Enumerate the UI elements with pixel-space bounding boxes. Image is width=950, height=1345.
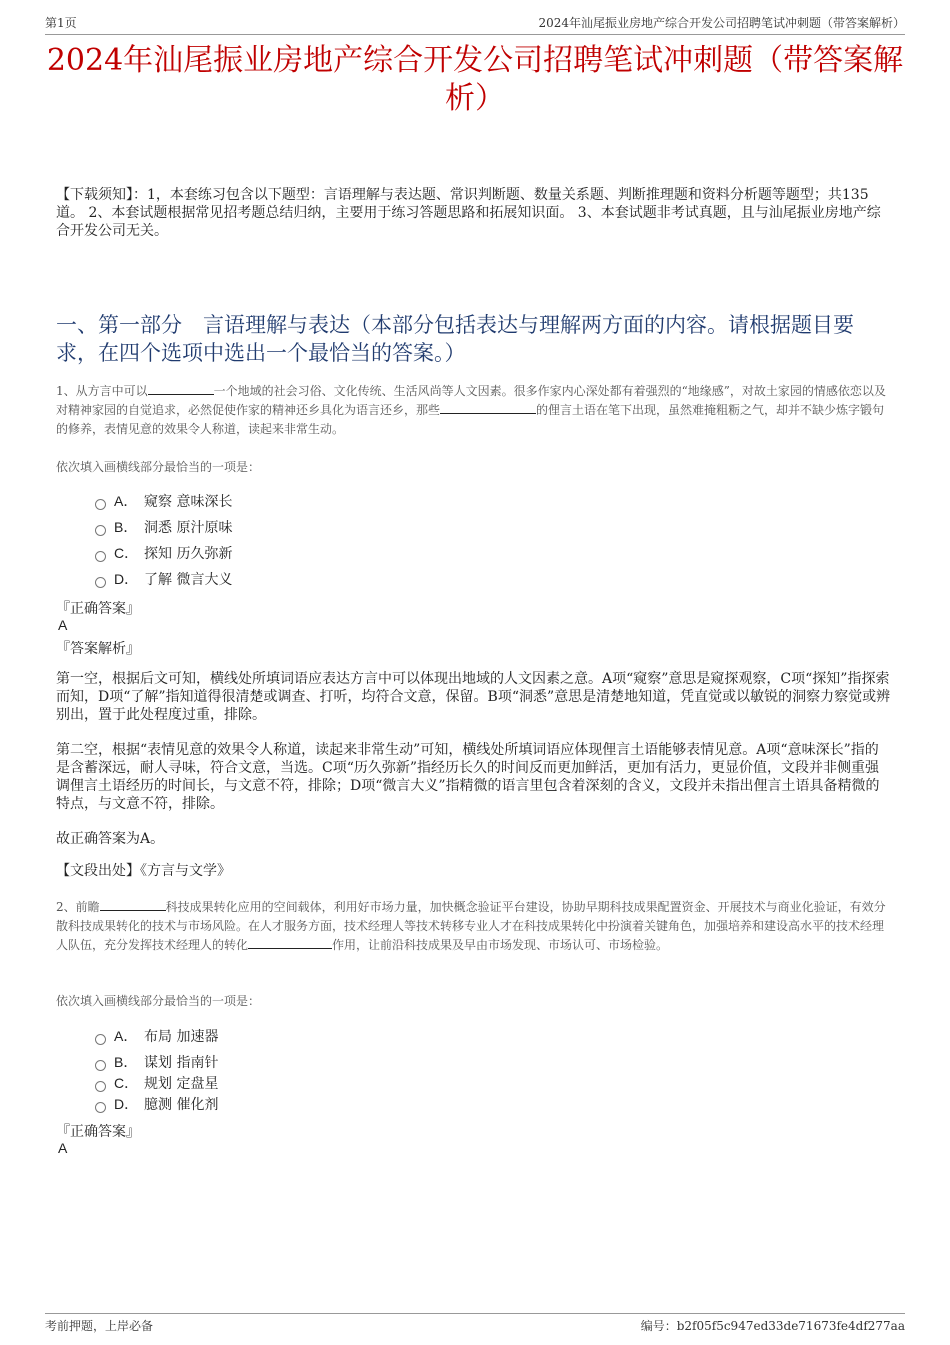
option-letter: B． [114,519,138,535]
q2-option-c[interactable] [95,1075,218,1091]
option-letter: A． [114,493,138,509]
option-text: 臆测 催化剂 [144,1097,219,1113]
q2-option-b[interactable] [95,1049,218,1075]
option-text: 规划 定盘星 [144,1076,219,1092]
q2-blank-2 [248,936,332,949]
question-2-stem [56,898,894,955]
option-letter: C． [114,545,139,561]
radio-icon[interactable] [95,499,106,510]
footer-slogan: 考前押题，上岸必备 [45,1319,154,1333]
option-letter: D． [114,1096,139,1112]
header-doc-title: 2024年汕尾振业房地产综合开发公司招聘笔试冲刺题（带答案解析） [538,16,905,30]
radio-icon[interactable] [95,551,106,562]
radio-icon[interactable] [95,1102,106,1113]
question-1-stem [56,382,894,439]
option-letter: A． [114,1028,138,1044]
q2-answer: A [58,1140,68,1156]
q1-analysis-paragraph-2: 第二空，根据“表情见意的效果令人称道，读起来非常生动”可知，横线处所填词语应体现俚言土语能够表情见意。A项“意味深长”指的是含蓄深远，耐人寻味，符合文意，当选。C项“历久弥新”指经历长久的时间反而更加鲜活，更加有活力，更显价值，文段并非侧重强调俚言土语经历的时间长，与文意不符，排除；D项“微言大义”指精微的语言里包含着深刻的含义，文段并未指出俚言土语具备精微的特点，与文意不符，排除。 [56,742,880,812]
download-notice: 【下载须知】：1，本套练习包含以下题型：言语理解与表达题、常识判断题、数量关系题、判断推理题和资料分析题等题型；共135道。 2、本套试题根据常见招考题总结归纳，主要用于练习答题思路和拓展知识面。 3、本套试题非考试真题，且与汕尾振业房地产综合开发公司无关。 [56,187,881,239]
q1-analysis-conclusion: 故正确答案为A。 [56,831,165,847]
q1-analysis-paragraph-1: 第一空，根据后文可知，横线处所填词语应表达方言中可以体现出地域的人文因素之意。A项“窥察”意思是窥探观察，C项“探知”指探索而知，D项“了解”指知道得很清楚或调查、打听，均符合文意，保留。B项“洞悉”意思是清楚地知道，凭直觉或以敏锐的洞察力察觉或辨别出，置于此处程度过重，排除。 [56,671,891,723]
radio-icon[interactable] [95,1081,106,1092]
q2-prompt: 依次填入画横线部分最恰当的一项是： [56,994,261,1008]
page-number: 第1页 [45,16,77,30]
q1-answer: A [58,617,68,633]
option-letter: D． [114,571,139,587]
radio-icon[interactable] [95,1034,106,1045]
q2-options [95,1023,218,1117]
page-footer [45,1313,905,1334]
q2-text-part3: 作用，让前沿科技成果及早由市场发现、市场认可、市场检验。 [332,938,669,952]
radio-icon[interactable] [95,577,106,588]
q1-text-part3: 的俚言土语在笔下出现，虽然难掩粗粝之气，却并不缺少炼字锻句的修养，表情见意的效果令人称道，读起来非常生动。 [56,403,885,436]
option-text: 谋划 指南针 [144,1055,219,1071]
option-letter: C． [114,1075,139,1091]
page-header [45,14,905,35]
q1-source: 【文段出处】《方言与文学》 [56,863,231,879]
q1-option-c[interactable] [95,540,232,566]
q2-text-part2: 科技成果转化应用的空间载体，利用好市场力量，加快概念验证平台建设，协助早期科技成果配置资金、开展技术与商业化验证，有效分散科技成果转化的技术与市场风险。在人才服务方面，技术经理人等技术转移专业人才在科技成果转化中扮演着关键角色，加强培养和建设高水平的技术经理人队伍，充分发挥技术经理人的转化 [56,900,886,952]
q1-analysis-label: 『答案解析』 [56,641,140,657]
q1-text-part1: 1、从方言中可以 [56,384,148,398]
q1-text-part2: 一个地域的社会习俗、文化传统、生活风尚等人文因素。很多作家内心深处都有着强烈的“地缘感”，对故土家园的情感依恋以及对精神家园的自觉追求，必然促使作家的精神还乡具化为语言还乡，那些 [56,384,886,417]
q2-blank-1 [100,898,166,911]
q1-option-b[interactable] [95,514,232,540]
document-title: 2024年汕尾振业房地产综合开发公司招聘笔试冲刺题（带答案解析） [46,43,904,116]
radio-icon[interactable] [95,1060,106,1071]
option-text: 探知 历久弥新 [144,546,233,562]
q2-option-d[interactable] [95,1091,218,1117]
q1-prompt: 依次填入画横线部分最恰当的一项是： [56,460,261,474]
footer-doc-id: 编号：b2f05f5c947ed33de71673fe4df277aa [640,1319,905,1333]
q1-option-d[interactable] [95,566,232,592]
option-text: 了解 微言大义 [144,572,233,588]
section-title: 一、第一部分 言语理解与表达（本部分包括表达与理解两方面的内容。请根据题目要求，在四个选项中选出一个最恰当的答案。） [56,313,854,365]
option-text: 布局 加速器 [144,1029,219,1045]
q1-blank-1 [148,382,214,395]
option-text: 洞悉 原汁原味 [144,520,233,536]
q1-options [95,488,232,592]
q1-option-a[interactable] [95,488,232,514]
option-text: 窥察 意味深长 [144,494,233,510]
q2-answer-label: 『正确答案』 [56,1124,140,1140]
q2-option-a[interactable] [95,1023,218,1049]
radio-icon[interactable] [95,525,106,536]
q1-answer-label: 『正确答案』 [56,601,140,617]
option-letter: B． [114,1054,138,1070]
q2-text-part1: 2、前瞻 [56,900,100,914]
q1-blank-2 [440,401,536,414]
